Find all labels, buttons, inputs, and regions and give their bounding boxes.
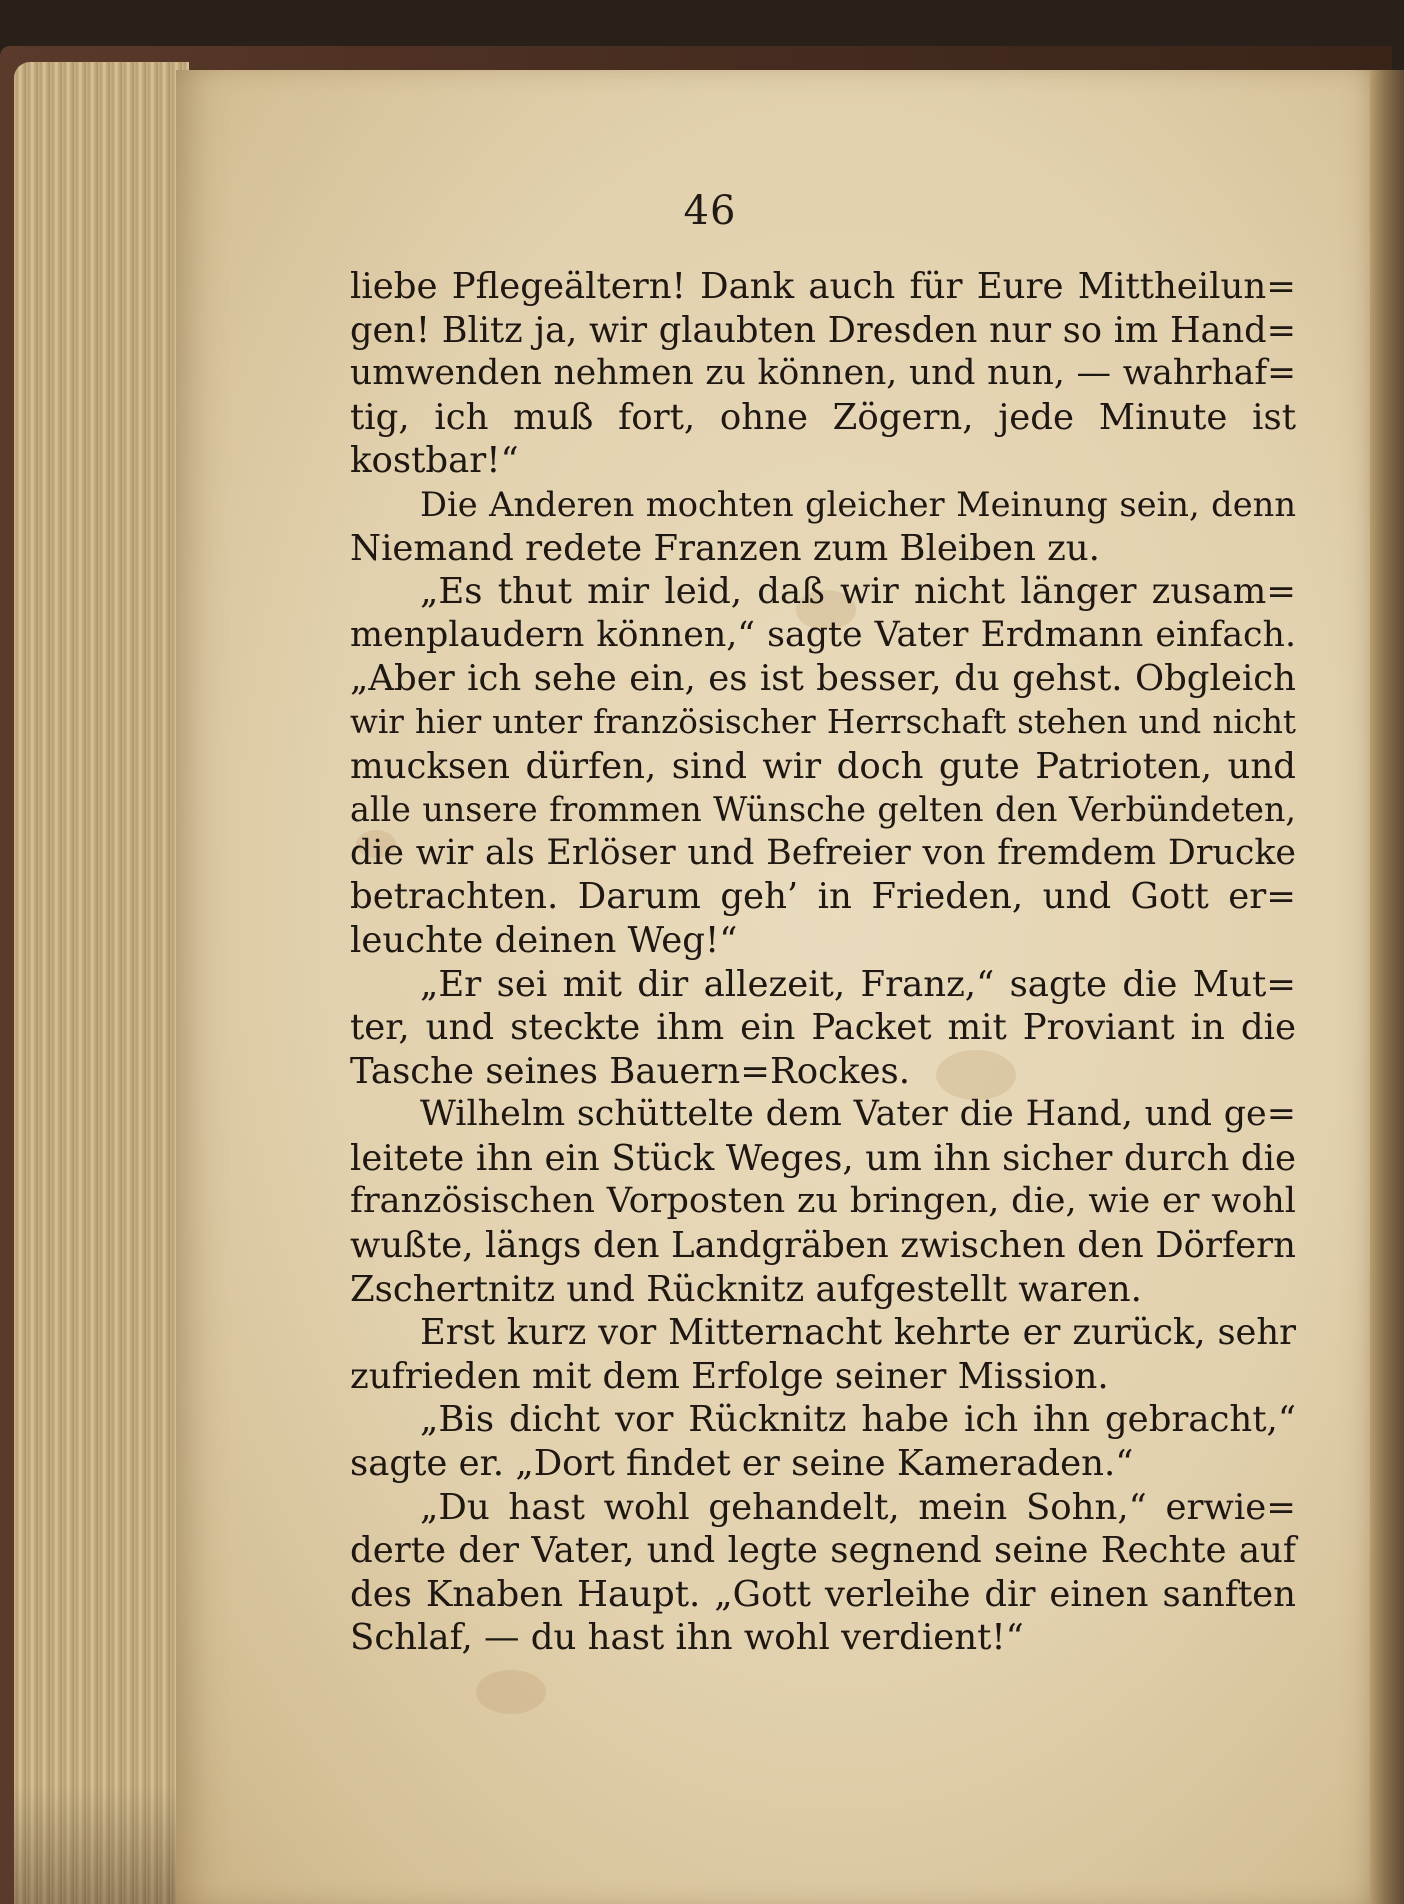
text-line: „Es thut mir leid, daß wir nicht länger zusam= xyxy=(420,571,1296,613)
text-line: französischen Vorposten zu bringen, die, wie er wohl xyxy=(350,1181,1296,1222)
text-line: wußte, längs den Landgräben zwischen den Dörfern xyxy=(350,1225,1296,1267)
text-line: derte der Vater, und legte segnend seine Rechte auf xyxy=(350,1530,1296,1572)
text-line: „Du hast wohl gehandelt, mein Sohn,“ erwie= xyxy=(420,1486,1296,1528)
text-line: mucksen dürfen, sind wir doch gute Patrioten, und xyxy=(350,745,1296,787)
text-line: alle unsere frommen Wünsche gelten den Verbündeten, xyxy=(350,790,1296,830)
text-line: liebe Pflegeältern! Dank auch für Eure Mittheilun= xyxy=(350,266,1296,307)
book-gutter xyxy=(1370,70,1404,1904)
text-line: menplaudern können,“ sagte Vater Erdmann einfach. xyxy=(350,614,1296,655)
text-line: sagte er. „Dort findet er seine Kameraden.“ xyxy=(350,1443,1134,1485)
text-line: Zschertnitz und Rücknitz aufgestellt waren. xyxy=(350,1268,1142,1310)
text-line: ter, und steckte ihm ein Packet mit Proviant in die xyxy=(350,1007,1296,1049)
text-line: Niemand redete Franzen zum Bleiben zu. xyxy=(350,527,1100,569)
text-line: „Aber ich sehe ein, es ist besser, du gehst. Obgleich xyxy=(350,658,1296,700)
text-line: Erst kurz vor Mitternacht kehrte er zurück, sehr xyxy=(420,1312,1296,1354)
text-line: leitete ihn ein Stück Weges, um ihn sicher durch die xyxy=(350,1137,1296,1179)
text-line: betrachten. Darum geh’ in Frieden, und Gott er= xyxy=(350,876,1296,918)
text-line: wir hier unter französischer Herrschaft stehen und nicht xyxy=(350,702,1296,741)
text-line: tig, ich muß fort, ohne Zögern, jede Minute ist xyxy=(350,396,1296,438)
text-line: leuchte deinen Weg!“ xyxy=(350,919,738,961)
text-line: umwenden nehmen zu können, und nun, — wahrhaf= xyxy=(350,353,1296,394)
page-number: 46 xyxy=(683,188,737,234)
text-line: gen! Blitz ja, wir glaubten Dresden nur so im Hand= xyxy=(350,309,1296,351)
text-line: „Er sei mit dir allezeit, Franz,“ sagte die Mut= xyxy=(420,963,1296,1005)
text-line: kostbar!“ xyxy=(350,440,519,482)
body-text xyxy=(350,265,1296,1660)
text-line: Schlaf, — du hast ihn wohl verdient!“ xyxy=(350,1617,1024,1659)
paper-stain xyxy=(476,1670,546,1714)
text-line: Die Anderen mochten gleicher Meinung sein, denn xyxy=(420,484,1296,524)
text-line: zufrieden mit dem Erfolge seiner Mission. xyxy=(350,1355,1109,1397)
text-line: des Knaben Haupt. „Gott verleihe dir einen sanften xyxy=(350,1573,1296,1615)
text-line: Wilhelm schüttelte dem Vater die Hand, und ge= xyxy=(420,1094,1296,1135)
text-line: „Bis dicht vor Rücknitz habe ich ihn gebracht,“ xyxy=(420,1399,1296,1441)
text-line: die wir als Erlöser und Befreier von fremdem Drucke xyxy=(350,832,1296,873)
page-edges xyxy=(14,62,189,1904)
text-line: Tasche seines Bauern=Rockes. xyxy=(350,1050,911,1092)
